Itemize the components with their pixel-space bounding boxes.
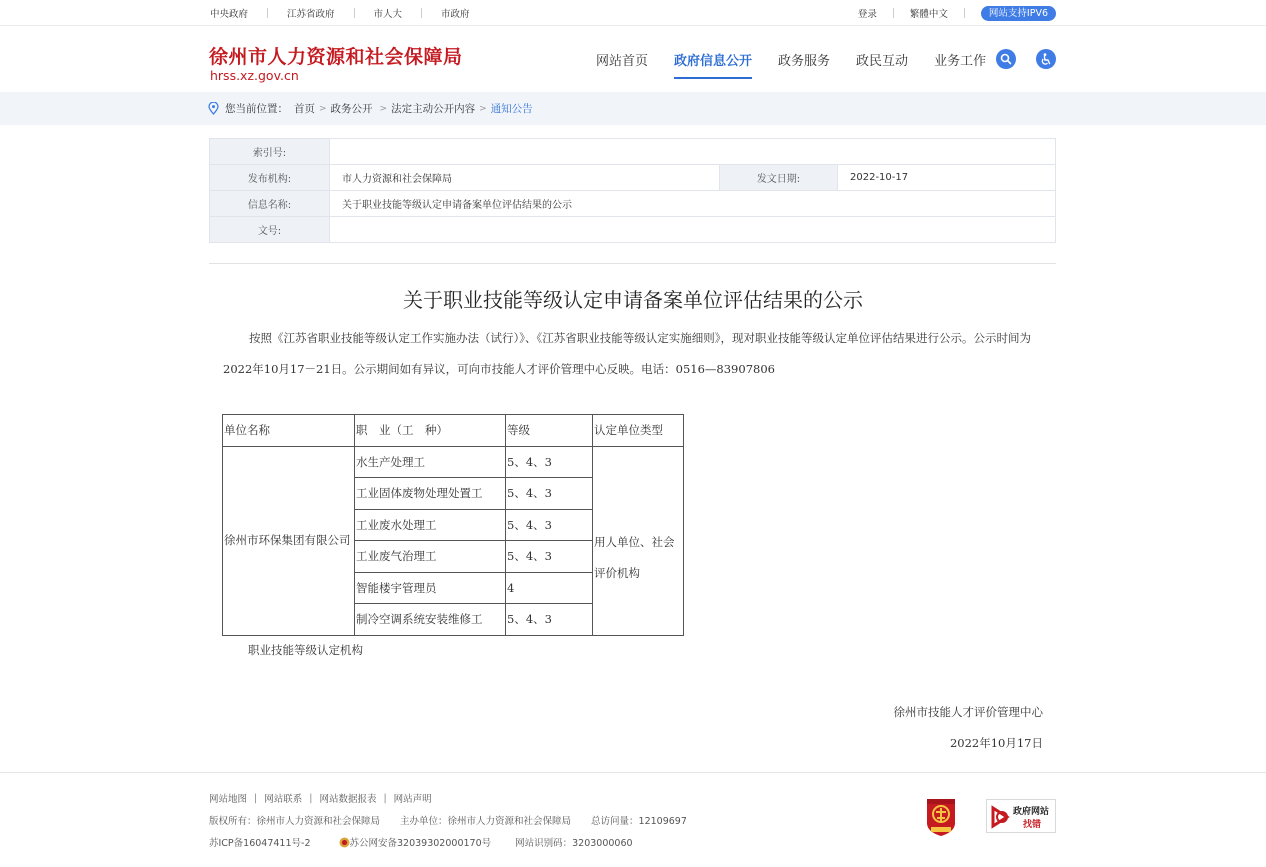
level-cell: 5、4、3 <box>506 604 593 636</box>
nav-interaction[interactable]: 政民互动 <box>856 54 909 69</box>
breadcrumb-separator: > <box>379 103 388 114</box>
date-value: 2022-10-17 <box>838 165 1056 191</box>
level-cell: 5、4、3 <box>506 446 593 478</box>
job-cell: 工业固体废物处理处置工 <box>355 478 506 510</box>
breadcrumb-statutory[interactable]: 法定主动公开内容 <box>391 103 476 115</box>
name-label: 信息名称: <box>210 191 330 217</box>
divider <box>267 8 268 18</box>
index-label: 索引号: <box>210 139 330 165</box>
table-row <box>223 446 684 478</box>
badge-zf-bottom-text: 找错 <box>1023 817 1041 830</box>
site-id: 网站识别码：3203000060 <box>515 838 633 849</box>
divider <box>893 8 894 18</box>
divider: | <box>383 792 387 804</box>
index-value <box>330 139 1056 165</box>
job-cell: 制冷空调系统安装维修工 <box>355 604 506 636</box>
badge-zf-top-text: 政府网站 <box>1013 807 1050 817</box>
breadcrumb-home[interactable]: 首页 <box>294 103 315 115</box>
job-cell: 水生产处理工 <box>355 446 506 478</box>
header-type: 认定单位类型 <box>593 415 684 447</box>
login-link[interactable]: 登录 <box>857 9 877 20</box>
accessibility-button[interactable] <box>1036 49 1056 69</box>
nav-gov-services[interactable]: 政务服务 <box>778 54 831 69</box>
footer-link-report[interactable]: 网站数据报表 <box>319 794 377 805</box>
breadcrumb-bar <box>0 92 1266 125</box>
org-value: 市人力资源和社会保障局 <box>330 165 720 191</box>
breadcrumb-separator: > <box>319 103 327 114</box>
breadcrumb <box>208 92 533 125</box>
host-text: 主办单位：徐州市人力资源和社会保障局 <box>400 816 572 827</box>
gov-links <box>210 0 470 26</box>
article-title: 关于职业技能等级认定申请备案单位评估结果的公示 <box>403 288 863 312</box>
divider: | <box>309 792 313 804</box>
nav-business[interactable]: 业务工作 <box>934 54 987 69</box>
document-meta-table <box>209 138 1056 243</box>
job-cell: 智能楼宇管理员 <box>355 572 506 604</box>
divider <box>354 8 355 18</box>
job-cell: 工业废气治理工 <box>355 541 506 573</box>
wheelchair-icon <box>1040 53 1052 66</box>
footer-link-statement[interactable]: 网站声明 <box>393 794 432 805</box>
meta-row-index <box>210 139 1056 165</box>
search-icon <box>1000 53 1012 65</box>
main-nav <box>596 50 1012 79</box>
header-unit: 单位名称 <box>223 415 355 447</box>
link-jiangsu-gov[interactable]: 江苏省政府 <box>287 9 335 20</box>
gov-site-error-badge[interactable] <box>986 799 1056 833</box>
traditional-chinese-link[interactable]: 繁體中文 <box>909 9 948 20</box>
table-header-row <box>223 415 684 447</box>
level-cell: 5、4、3 <box>506 478 593 510</box>
party-gov-emblem-icon <box>924 797 958 837</box>
link-city-gov[interactable]: 市政府 <box>441 9 470 20</box>
assessment-table <box>222 414 684 636</box>
header-level: 等级 <box>506 415 593 447</box>
unit-type-cell: 用人单位、社会评价机构 <box>593 446 684 635</box>
divider <box>421 8 422 18</box>
header-job: 职 业（工 种） <box>355 415 506 447</box>
breadcrumb-label: 您当前位置： <box>225 103 288 115</box>
link-city-congress[interactable]: 市人大 <box>373 9 403 20</box>
breadcrumb-current[interactable]: 通知公告 <box>490 103 533 115</box>
ipv6-badge: 网站支持IPV6 <box>981 6 1056 21</box>
site-header <box>0 26 1266 92</box>
footer-links <box>209 791 432 805</box>
top-utility-bar <box>0 0 1266 26</box>
footer-link-contact[interactable]: 网站联系 <box>264 794 303 805</box>
location-pin-icon <box>208 102 219 115</box>
party-gov-badge[interactable] <box>924 797 958 837</box>
docno-label: 文号: <box>210 217 330 243</box>
table-note: 职业技能等级认定机构 <box>248 643 363 657</box>
level-cell: 5、4、3 <box>506 509 593 541</box>
org-label: 发布机构: <box>210 165 330 191</box>
police-record[interactable] <box>339 835 492 849</box>
site-url: hrss.xz.gov.cn <box>210 68 299 83</box>
site-title[interactable]: 徐州市人力资源和社会保障局 <box>209 46 463 68</box>
name-value: 关于职业技能等级认定申请备案单位评估结果的公示 <box>330 191 1056 217</box>
footer-registration-row <box>209 835 633 849</box>
job-cell: 工业废水处理工 <box>355 509 506 541</box>
nav-gov-info-public[interactable]: 政府信息公开 <box>674 50 752 79</box>
divider <box>964 8 965 18</box>
visit-count: 总访问量：12109697 <box>591 816 687 827</box>
level-cell: 5、4、3 <box>506 541 593 573</box>
signer: 徐州市技能人才评价管理中心 <box>893 705 1043 719</box>
footer-link-sitemap[interactable]: 网站地图 <box>209 794 248 805</box>
meta-row-docno <box>210 217 1056 243</box>
search-button[interactable] <box>996 49 1016 69</box>
nav-home[interactable]: 网站首页 <box>596 54 649 69</box>
breadcrumb-separator: > <box>479 103 487 114</box>
footer-info-row <box>209 813 707 827</box>
copyright-text: 版权所有：徐州市人力资源和社会保障局 <box>209 816 381 827</box>
police-badge-icon <box>339 837 350 848</box>
top-right-links <box>858 0 1056 26</box>
content-divider <box>209 263 1056 264</box>
unit-name-cell: 徐州市环保集团有限公司 <box>223 446 355 635</box>
date-label: 发文日期: <box>720 165 838 191</box>
level-cell: 4 <box>506 572 593 604</box>
site-footer <box>0 772 1266 867</box>
link-central-gov[interactable]: 中央政府 <box>210 9 249 20</box>
meta-row-org <box>210 165 1056 191</box>
meta-row-name <box>210 191 1056 217</box>
police-record-text: 苏公网安备32039302000170号 <box>349 838 492 849</box>
article-paragraph: 按照《江苏省职业技能等级认定工作实施办法（试行）》、《江苏省职业技能等级认定实施细则》，现对职业技能等级认定单位评估结果进行公示。公示时间为2022年10月17－21日。公示期间如有异议，可向市技能人才评价管理中心反映。电话：0516—83907806 <box>223 331 1031 376</box>
icp-link[interactable]: 苏ICP备16047411号-2 <box>209 838 311 849</box>
sign-date: 2022年10月17日 <box>949 736 1043 750</box>
divider: | <box>254 792 258 804</box>
breadcrumb-gov-public[interactable]: 政务公开 <box>330 103 373 115</box>
docno-value <box>330 217 1056 243</box>
